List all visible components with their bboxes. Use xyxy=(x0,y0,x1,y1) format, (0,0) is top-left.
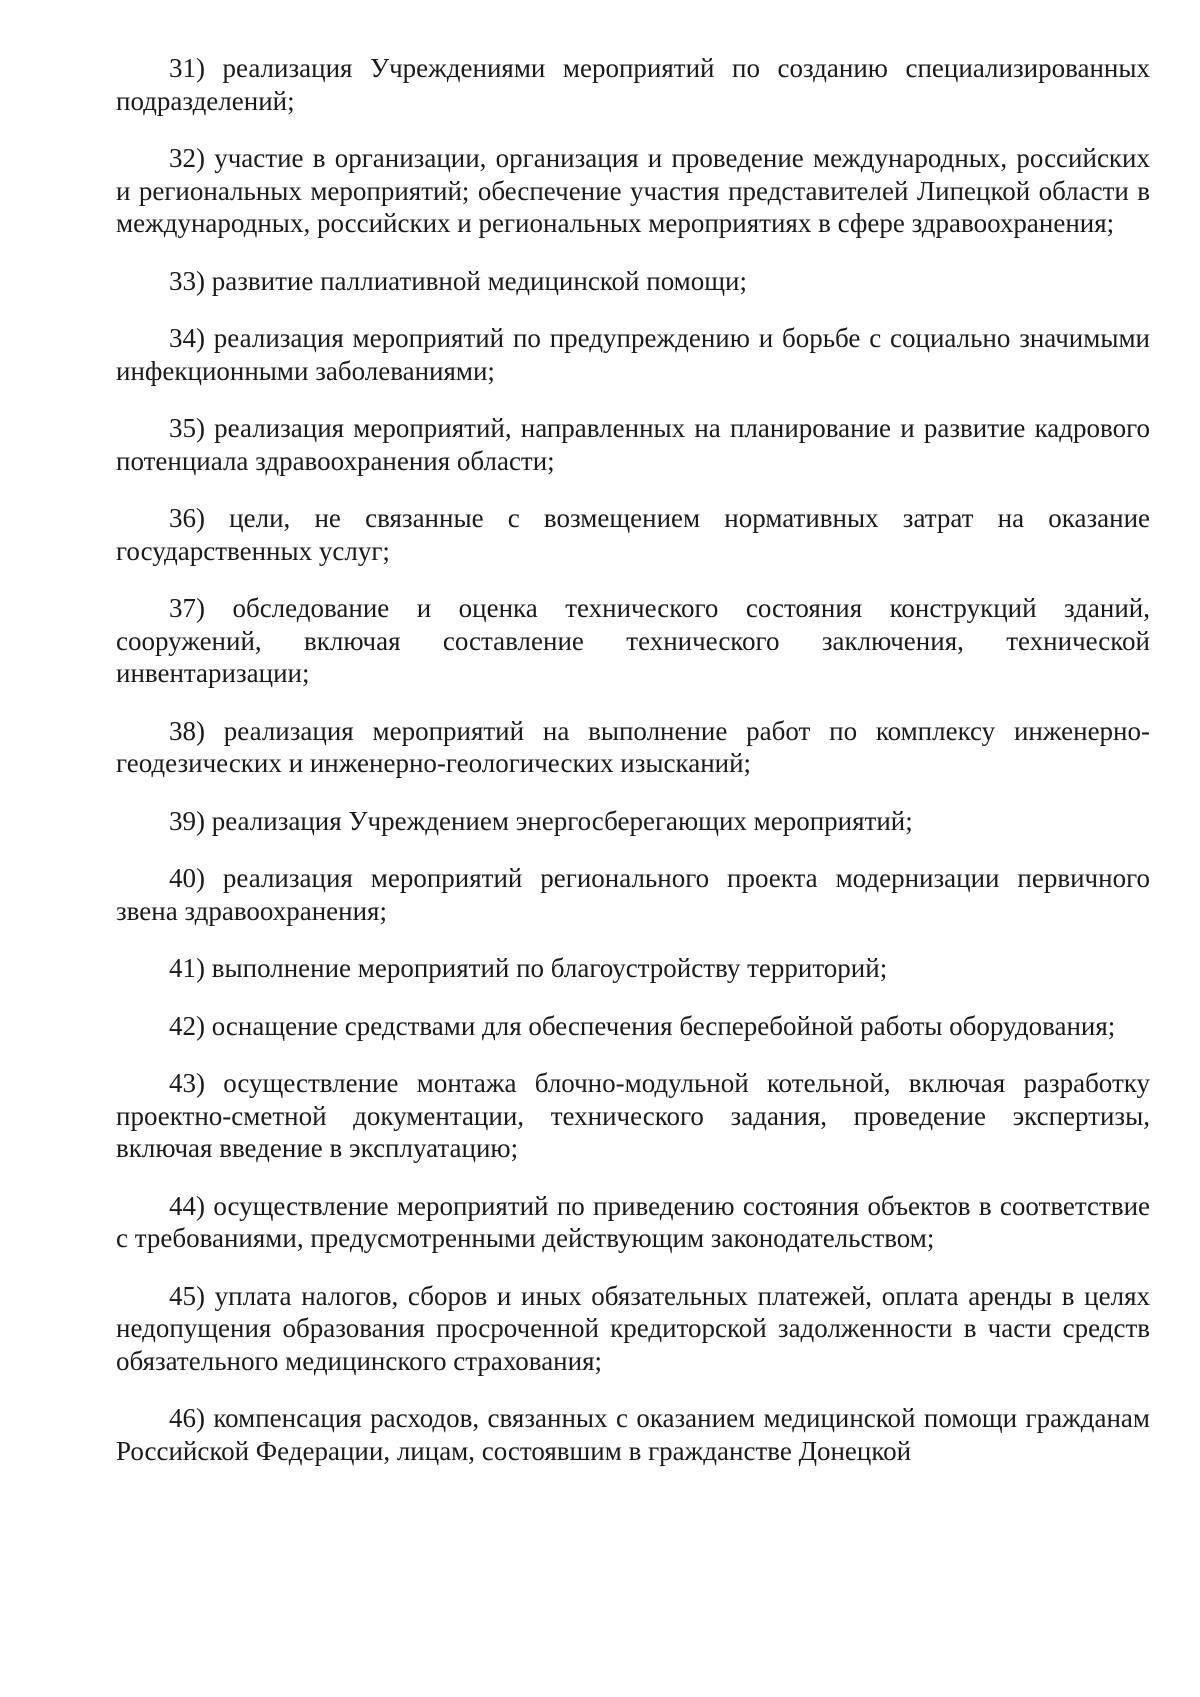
list-item-45: 45) уплата налогов, сборов и иных обязательных платежей, оплата аренды в целях недопущения образования просроченной кредиторской задолженности в части средств обязательного медицинского страхования; xyxy=(116,1280,1150,1376)
list-item-32: 32) участие в организации, организация и проведение международных, российских и региональных мероприятий; обеспечение участия представителей Липецкой области в международных, российских и региональных мероприятиях в сфере здравоохранения; xyxy=(116,143,1150,238)
list-item-35: 35) реализация мероприятий, направленных на планирование и развитие кадрового потенциала здравоохранения области; xyxy=(116,413,1150,476)
list-item-42: 42) оснащение средствами для обеспечения бесперебойной работы оборудования; xyxy=(169,1010,1116,1041)
list-item-46: 46) компенсация расходов, связанных с оказанием медицинской помощи гражданам Российской Федерации, лицам, состоявшим в гражданстве Донецкой xyxy=(116,1403,1150,1466)
list-item-33: 33) развитие паллиативной медицинской помощи; xyxy=(169,265,748,296)
list-item-36: 36) цели, не связанные с возмещением нормативных затрат на оказание государственных услуг; xyxy=(116,503,1150,566)
list-item-34: 34) реализация мероприятий по предупреждению и борьбе с социально значимыми инфекционными заболеваниями; xyxy=(116,323,1150,386)
document-page xyxy=(116,52,1150,1492)
list-item-39: 39) реализация Учреждением энергосберегающих мероприятий; xyxy=(169,805,913,836)
list-item-38: 38) реализация мероприятий на выполнение работ по комплексу инженерно-геодезических и инженерно-геологических изысканий; xyxy=(116,715,1150,778)
list-item-41: 41) выполнение мероприятий по благоустройству территорий; xyxy=(169,953,888,983)
list-item-44: 44) осуществление мероприятий по приведению состояния объектов в соответствие с требованиями, предусмотренными действующим законодательством; xyxy=(116,1190,1150,1253)
list-item-43: 43) осуществление монтажа блочно-модульной котельной, включая разработку проектно-сметной документации, технического задания, проведение экспертизы, включая введение в эксплуатацию; xyxy=(116,1068,1150,1163)
list-item-31: 31) реализация Учреждениями мероприятий по созданию специализированных подразделений; xyxy=(116,53,1150,116)
list-item-37: 37) обследование и оценка технического состояния конструкций зданий, сооружений, включая составление технического заключения, технической инвентаризации; xyxy=(116,593,1150,688)
list-item-40: 40) реализация мероприятий регионального проекта модернизации первичного звена здравоохранения; xyxy=(116,863,1150,926)
